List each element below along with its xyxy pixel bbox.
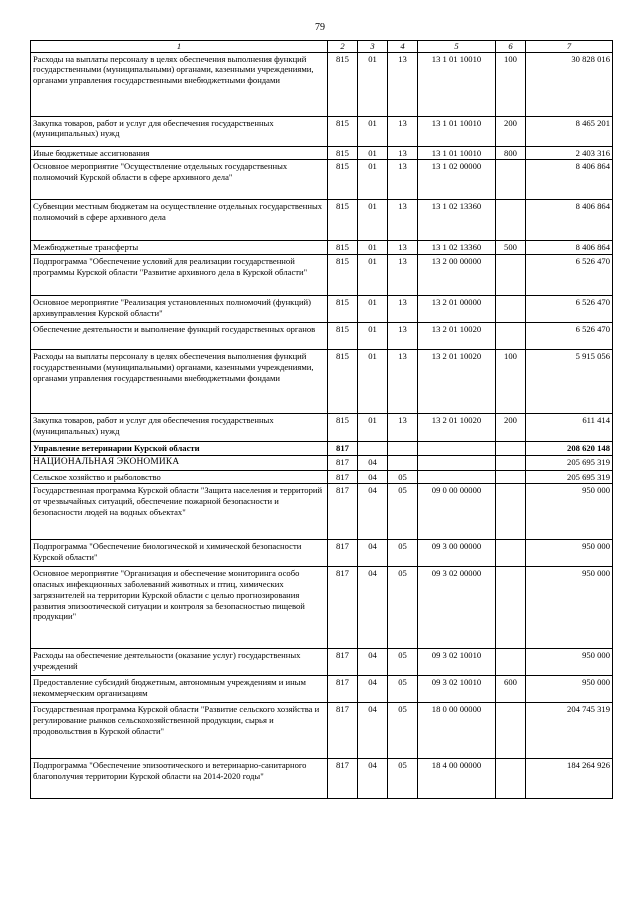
budget-table [30,40,613,799]
row-subsection-code: 05 [388,484,418,540]
row-amount: 950 000 [526,649,613,676]
table-row [31,470,613,484]
row-section-code: 04 [358,455,388,470]
row-section-code: 01 [358,116,388,146]
row-section-code: 01 [358,241,388,255]
column-number-4: 4 [388,41,418,53]
row-section-code: 04 [358,567,388,649]
row-target-article: 13 1 01 10010 [418,52,496,116]
table-row [31,414,613,442]
row-subsection-code [388,455,418,470]
row-subsection-code: 13 [388,350,418,414]
row-amount: 950 000 [526,567,613,649]
row-subsection-code: 13 [388,414,418,442]
row-admin-code: 815 [328,350,358,414]
row-section-code: 01 [358,296,388,323]
row-name: Основное мероприятие "Организация и обеспечение мониторинга особо опасных инфекционных заболеваний животных и птиц, химических загрязнителей на территории Курской области с целью прогнозирования развития эпизоотической ситуации и контроля за безопасностью пищевой продукции" [31,567,328,649]
row-subsection-code: 05 [388,470,418,484]
row-section-code: 04 [358,759,388,799]
row-name: Закупка товаров, работ и услуг для обеспечения государственных (муниципальных) нужд [31,116,328,146]
table-row [31,442,613,456]
row-expense-type [496,160,526,200]
row-name: Обеспечение деятельности и выполнение функций государственных органов [31,323,328,350]
row-name: Иные бюджетные ассигнования [31,146,328,160]
row-section-code: 04 [358,470,388,484]
table-row [31,350,613,414]
row-expense-type [496,323,526,350]
row-amount: 950 000 [526,676,613,703]
row-admin-code: 815 [328,116,358,146]
row-amount: 611 414 [526,414,613,442]
row-expense-type: 100 [496,350,526,414]
row-name: Субвенции местным бюджетам на осуществление отдельных государственных полномочий в сфере архивного дела [31,200,328,241]
row-admin-code: 817 [328,703,358,759]
row-target-article: 13 2 01 00000 [418,296,496,323]
row-expense-type [496,442,526,456]
row-subsection-code: 05 [388,540,418,567]
row-amount: 30 828 016 [526,52,613,116]
row-section-code: 01 [358,414,388,442]
row-name: Управление ветеринарии Курской области [31,442,328,456]
row-admin-code: 815 [328,296,358,323]
table-row [31,200,613,241]
row-expense-type: 600 [496,676,526,703]
row-expense-type [496,540,526,567]
row-amount: 2 403 316 [526,146,613,160]
column-number-5: 5 [418,41,496,53]
column-number-3: 3 [358,41,388,53]
row-name: Расходы на обеспечение деятельности (оказание услуг) государственных учреждений [31,649,328,676]
row-subsection-code: 05 [388,649,418,676]
table-row [31,160,613,200]
row-expense-type [496,296,526,323]
row-admin-code: 815 [328,323,358,350]
row-name: Закупка товаров, работ и услуг для обеспечения государственных (муниципальных) нужд [31,414,328,442]
row-subsection-code: 13 [388,200,418,241]
row-admin-code: 815 [328,414,358,442]
row-section-code: 01 [358,146,388,160]
row-amount: 8 465 201 [526,116,613,146]
row-target-article: 09 3 00 00000 [418,540,496,567]
row-admin-code: 815 [328,160,358,200]
row-subsection-code [388,442,418,456]
row-name: Расходы на выплаты персоналу в целях обеспечения выполнения функций государственными (муниципальными) органами, казенными учреждениями, органами управления государственными внебюджетными фондами [31,350,328,414]
row-amount: 8 406 864 [526,200,613,241]
row-subsection-code: 13 [388,160,418,200]
row-section-code: 04 [358,676,388,703]
row-amount: 204 745 319 [526,703,613,759]
row-expense-type [496,484,526,540]
row-amount: 6 526 470 [526,255,613,296]
table-row [31,540,613,567]
row-expense-type: 200 [496,414,526,442]
column-number-6: 6 [496,41,526,53]
row-amount: 6 526 470 [526,296,613,323]
row-expense-type: 200 [496,116,526,146]
row-name: Основное мероприятие "Осуществление отдельных государственных полномочий Курской области в сфере архивного дела" [31,160,328,200]
row-amount: 8 406 864 [526,241,613,255]
page-number: 79 [315,22,325,33]
row-expense-type [496,759,526,799]
row-expense-type: 800 [496,146,526,160]
row-expense-type [496,255,526,296]
table-row [31,323,613,350]
row-target-article: 13 2 01 10020 [418,323,496,350]
row-target-article: 13 1 01 10010 [418,116,496,146]
row-target-article [418,470,496,484]
table-row [31,146,613,160]
row-target-article: 13 2 01 10020 [418,350,496,414]
row-subsection-code: 05 [388,759,418,799]
row-amount: 950 000 [526,540,613,567]
row-admin-code: 817 [328,649,358,676]
row-name: Сельское хозяйство и рыболовство [31,470,328,484]
table-row [31,241,613,255]
row-subsection-code: 13 [388,255,418,296]
table-row [31,296,613,323]
row-admin-code: 815 [328,255,358,296]
row-admin-code: 817 [328,455,358,470]
row-name: Основное мероприятие "Реализация установленных полномочий (функций) архивуправления Курской области" [31,296,328,323]
row-expense-type [496,703,526,759]
table-row [31,116,613,146]
table-row [31,484,613,540]
row-subsection-code: 13 [388,116,418,146]
row-name: НАЦИОНАЛЬНАЯ ЭКОНОМИКА [31,455,328,470]
column-number-2: 2 [328,41,358,53]
row-amount: 6 526 470 [526,323,613,350]
row-section-code [358,442,388,456]
row-target-article [418,442,496,456]
table-row [31,255,613,296]
row-admin-code: 817 [328,676,358,703]
row-amount: 184 264 926 [526,759,613,799]
table-body [31,52,613,799]
row-subsection-code: 13 [388,146,418,160]
row-admin-code: 815 [328,52,358,116]
row-section-code: 04 [358,649,388,676]
row-admin-code: 815 [328,241,358,255]
table-row [31,703,613,759]
row-name: Государственная программа Курской области "Защита населения и территорий от чрезвычайных ситуаций, обеспечение пожарной безопасности и безопасности людей на водных объектах" [31,484,328,540]
column-number-1: 1 [31,41,328,53]
row-admin-code: 815 [328,146,358,160]
row-name: Подпрограмма "Обеспечение эпизоотического и ветеринарно-санитарного благополучия территории Курской области на 2014-2020 годы" [31,759,328,799]
row-expense-type [496,455,526,470]
row-section-code: 01 [358,52,388,116]
row-name: Подпрограмма "Обеспечение биологической и химической безопасности Курской области" [31,540,328,567]
table-row [31,455,613,470]
row-target-article: 13 1 01 10010 [418,146,496,160]
row-section-code: 04 [358,703,388,759]
row-subsection-code: 05 [388,676,418,703]
row-expense-type [496,649,526,676]
row-target-article: 09 3 02 00000 [418,567,496,649]
row-expense-type: 500 [496,241,526,255]
row-target-article: 13 1 02 00000 [418,160,496,200]
row-name: Межбюджетные трансферты [31,241,328,255]
row-target-article: 13 1 02 13360 [418,200,496,241]
row-target-article: 09 3 02 10010 [418,676,496,703]
row-amount: 205 695 319 [526,455,613,470]
table-row [31,759,613,799]
row-target-article: 13 2 00 00000 [418,255,496,296]
row-admin-code: 817 [328,442,358,456]
row-admin-code: 815 [328,200,358,241]
row-section-code: 01 [358,350,388,414]
row-target-article: 13 2 01 10020 [418,414,496,442]
column-number-7: 7 [526,41,613,53]
row-target-article: 18 0 00 00000 [418,703,496,759]
row-name: Расходы на выплаты персоналу в целях обеспечения выполнения функций государственными (муниципальными) органами, казенными учреждениями, органами управления государственными внебюджетными фондами [31,52,328,116]
row-target-article [418,455,496,470]
row-subsection-code: 05 [388,567,418,649]
row-expense-type: 100 [496,52,526,116]
row-name: Государственная программа Курской области "Развитие сельского хозяйства и регулирование рынков сельскохозяйственной продукции, сырья и продовольствия в Курской области" [31,703,328,759]
row-amount: 5 915 056 [526,350,613,414]
row-section-code: 01 [358,200,388,241]
row-admin-code: 817 [328,759,358,799]
row-admin-code: 817 [328,470,358,484]
row-section-code: 04 [358,540,388,567]
row-section-code: 01 [358,255,388,296]
row-amount: 950 000 [526,484,613,540]
column-number-row [31,41,613,53]
row-amount: 208 620 148 [526,442,613,456]
row-subsection-code: 13 [388,241,418,255]
row-amount: 205 695 319 [526,470,613,484]
row-admin-code: 817 [328,484,358,540]
row-subsection-code: 13 [388,52,418,116]
row-target-article: 18 4 00 00000 [418,759,496,799]
row-name: Подпрограмма "Обеспечение условий для реализации государственной программы Курской области "Развитие архивного дела в Курской области" [31,255,328,296]
row-target-article: 09 3 02 10010 [418,649,496,676]
row-admin-code: 817 [328,567,358,649]
row-expense-type [496,567,526,649]
row-admin-code: 817 [328,540,358,567]
row-target-article: 13 1 02 13360 [418,241,496,255]
table-row [31,649,613,676]
row-amount: 8 406 864 [526,160,613,200]
row-expense-type [496,200,526,241]
table-row [31,567,613,649]
row-expense-type [496,470,526,484]
row-subsection-code: 05 [388,703,418,759]
table-row [31,676,613,703]
row-subsection-code: 13 [388,323,418,350]
row-name: Предоставление субсидий бюджетным, автономным учреждениям и иным некоммерческим организациям [31,676,328,703]
row-section-code: 01 [358,323,388,350]
row-subsection-code: 13 [388,296,418,323]
row-target-article: 09 0 00 00000 [418,484,496,540]
row-section-code: 01 [358,160,388,200]
row-section-code: 04 [358,484,388,540]
table-row [31,52,613,116]
